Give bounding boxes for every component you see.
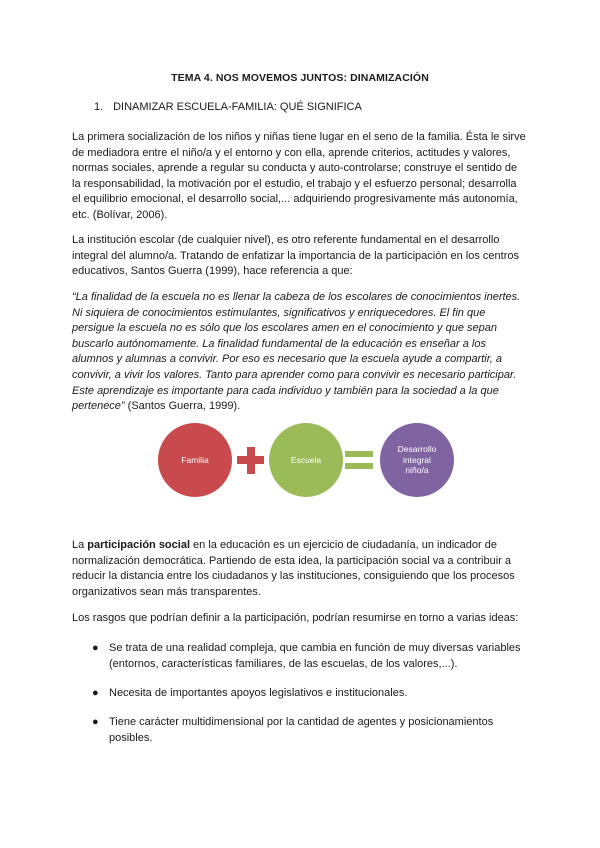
list-item-text: Necesita de importantes apoyos legislativos e institucionales. xyxy=(109,687,408,699)
equation-diagram xyxy=(158,423,448,503)
participacion-prefix: La xyxy=(72,539,88,551)
participacion-bold: participación social xyxy=(87,539,190,551)
section-heading xyxy=(94,101,362,113)
page-title: TEMA 4. NOS MOVEMOS JUNTOS: DINAMIZACIÓN xyxy=(171,72,429,84)
participacion-rest: en la educación es un ejercicio de ciudadanía, un indicador de normalización democrática. Partiendo de esta idea, la participación social va a contribuir a reducir la distancia entre los ciudadanos y las instituciones, consiguiendo que los procesos organizativos sean más transparentes. xyxy=(72,539,515,598)
section-number: 1. xyxy=(94,101,104,113)
circle-desarrollo-label: Desarrollo integral niño/a xyxy=(397,444,437,476)
list-item-text: Se trata de una realidad compleja, que cambia en función de muy diversas variables (entornos, características familiares, de las escuelas, de los valores,...). xyxy=(109,642,521,670)
equals-icon xyxy=(345,451,373,457)
quote-block xyxy=(72,290,528,415)
bullet-icon: ● xyxy=(92,716,99,728)
paragraph-rasgos: Los rasgos que podrían definir a la participación, podrían resumirse en torno a varias ideas: xyxy=(72,612,519,624)
quote-citation: (Santos Guerra, 1999). xyxy=(124,400,241,413)
paragraph-participacion xyxy=(72,538,528,600)
quote-text: “La finalidad de la escuela no es llenar la cabeza de los escolares de conocimientos inertes. Ni siquiera de conocimientos estimulantes, significativos y enriquecedores. El fin que persigue la escuela no es sólo que los escolares amen en el conocimiento y que sepan buscarlo autónomamente. La finalidad fundamental de la educación es enseñar a los alumnos y alumnas a convivir. Por eso es necesario que la escuela ayude a compartir, a convivir, a vivir los valores. Tanto para aprender como para convivir es necesario participar. Este aprendizaje es importante para cada individuo y también para la sociedad a la que pertenece” xyxy=(72,291,521,413)
paragraph-familia: La primera socialización de los niños y niñas tiene lugar en el seno de la familia. Ésta le sirve de mediadora entre el niño/a y el entorno y con ella, aprende criterios, actitudes y valores, normas sociales, aprende a regular su conducta y auto-controlarse; construye el sentido de la responsabilidad, la motivación por el estudio, el trabajo y el esfuerzo personal; desarrolla el equilibrio emocional, el desarrollo social,... adquiriendo progresivamente más autonomía, etc. (Bolívar, 2006). xyxy=(72,131,526,221)
list-item-text: Tiene carácter multidimensional por la cantidad de agentes y posicionamientos posibles. xyxy=(109,716,494,744)
circle-familia: Familia xyxy=(158,423,232,497)
circle-desarrollo xyxy=(380,423,454,497)
bullet-icon: ● xyxy=(92,687,99,699)
bullet-icon: ● xyxy=(92,642,99,654)
circle-escuela: Escuela xyxy=(269,423,343,497)
plus-icon-vertical xyxy=(247,447,255,474)
section-title: DINAMIZAR ESCUELA-FAMILIA: QUÉ SIGNIFICA xyxy=(113,101,362,113)
equals-icon-lower xyxy=(345,463,373,469)
paragraph-institucion: La institución escolar (de cualquier nivel), es otro referente fundamental en el desarrollo integral del alumno/a. Tratando de enfatizar la importancia de la participación en los centros educativos, Santos Guerra (1999), hace referencia a que: xyxy=(72,234,519,278)
